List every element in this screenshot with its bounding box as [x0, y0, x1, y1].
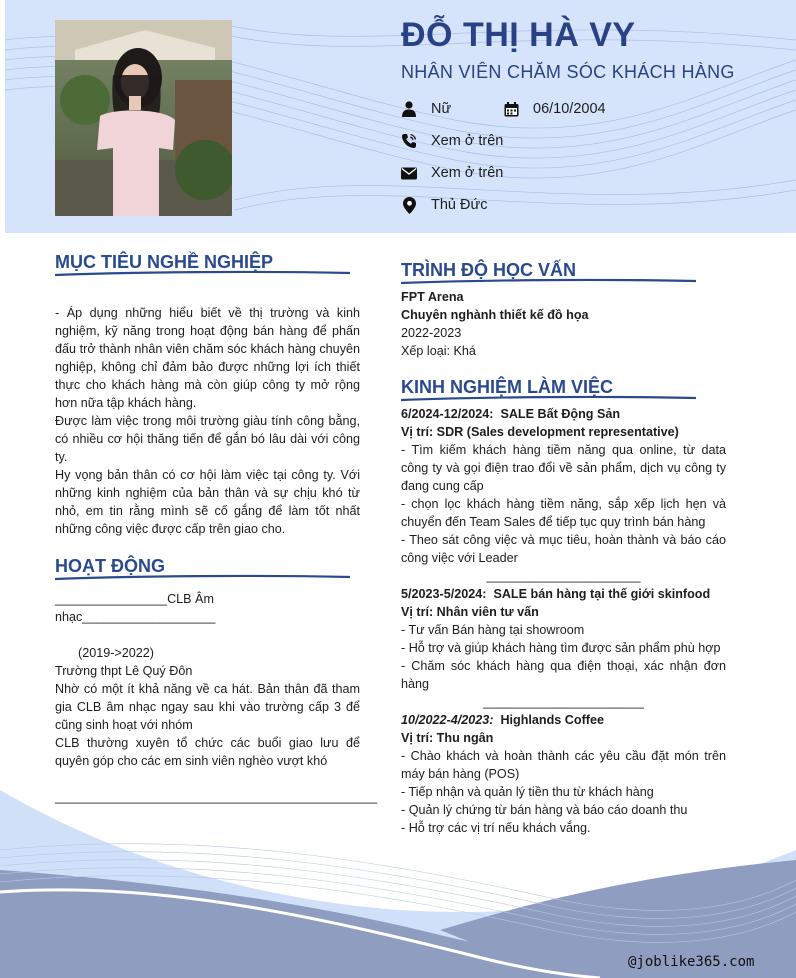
objective-paragraph-3: Hy vọng bản thân có cơ hội làm việc tại công ty. Với những kinh nghiệm của bản thân và sự chịu khó từ nhỏ, em tin rằng mình sẽ cố gắng để làm tốt nhất những công việc được cấp trên giao cho.: [55, 468, 360, 536]
dob-info: [503, 101, 606, 117]
objective-paragraph-1: - Áp dụng những hiểu biết về thị trường và kinh nghiệm, kỹ năng trong hoạt động bán hàng để phấn đấu trở thành nhân viên chăm sóc khách hàng chuyên nghiệp, không chỉ đảm bảo được những lợi ích thiết thực cho khách hàng mà còn giúp công ty mở rộng hơn nữa tập khách hàng.: [55, 306, 360, 410]
experience-text: [401, 405, 726, 837]
job-2-company: SALE bán hàng tại thế giới skinfood: [493, 587, 711, 601]
address-value: Thủ Đức: [431, 197, 488, 213]
activities-paragraph-1: Nhờ có một ít khả năng về ca hát. Bản thân đã tham gia CLB âm nhạc ngay sau khi vào trường cấp 3 để cũng sinh hoạt với nhóm: [55, 682, 360, 732]
experience-underline: [401, 395, 696, 403]
dob-value: 06/10/2004: [533, 101, 606, 117]
job-2-separator: _______________________: [482, 695, 645, 709]
objective-paragraph-2: Được làm việc trong môi trường giàu tính công bằng, có nhiều cơ hội thăng tiến để gắn bó lâu dài với công ty.: [55, 414, 360, 464]
job-1-duty: - Theo sát công việc và mục tiêu, hoàn thành và báo cáo công việc với Leader: [401, 533, 726, 565]
map-pin-icon: [401, 197, 417, 213]
education-years: 2022-2023: [401, 326, 462, 340]
job-2-duty: - Chăm sóc khách hàng qua điện thoại, xác nhận đơn hàng: [401, 659, 726, 691]
objective-text: [55, 304, 360, 538]
education-grade: Xếp loại: Khá: [401, 344, 476, 358]
candidate-name: ĐỖ THỊ HÀ VY: [401, 16, 636, 54]
job-3-period: 10/2022-4/2023:: [401, 713, 494, 727]
objective-title: MỤC TIÊU NGHỀ NGHIỆP: [55, 252, 274, 272]
job-2-duty: - Tư vấn Bán hàng tại showroom: [401, 623, 585, 637]
envelope-icon: [401, 165, 417, 181]
job-1-duty: - Tìm kiếm khách hàng tiềm năng qua online, từ data công ty và gọi điện trao đổi về sản phẩm, dịch vụ công ty đang cung cấp: [401, 443, 726, 493]
job-3-duty: - Hỗ trợ các vị trí nếu khách vắng.: [401, 821, 591, 835]
job-title: NHÂN VIÊN CHĂM SÓC KHÁCH HÀNG: [401, 62, 735, 82]
phone-info: [401, 133, 503, 149]
job-2-heading: [401, 585, 726, 603]
activities-footer-line: ______________________________________________: [55, 790, 378, 804]
gender-info: [401, 101, 451, 117]
activities-period: (2019->2022): [78, 646, 154, 660]
job-2-period: 5/2023-5/2024:: [401, 587, 487, 601]
job-3-role: Vị trí: Thu ngân: [401, 731, 494, 745]
job-3-duty: - Chào khách và hoàn thành các yêu cầu đặt món trên máy bán hàng (POS): [401, 749, 726, 781]
profile-photo: [55, 20, 232, 216]
job-3-duty: - Tiếp nhận và quản lý tiền thu từ khách hàng: [401, 785, 654, 799]
job-1-company: SALE Bất Động Sản: [500, 407, 621, 421]
calendar-icon: [503, 101, 519, 117]
objective-underline: [55, 270, 350, 278]
footer-brand: @joblike365.com: [628, 954, 755, 970]
education-major: Chuyên nghành thiết kế đồ họa: [401, 308, 589, 322]
phone-icon: [401, 133, 417, 149]
job-2-role: Vị trí: Nhân viên tư vấn: [401, 605, 539, 619]
job-1-separator: ______________________: [486, 569, 641, 583]
education-school: FPT Arena: [401, 290, 464, 304]
education-underline: [401, 278, 696, 286]
activities-paragraph-2: CLB thường xuyên tổ chức các buổi giao lưu để quyên góp cho các em sinh viên nghèo vượt khó: [55, 736, 360, 768]
job-1-heading: [401, 405, 726, 423]
education-text: [401, 288, 726, 360]
activities-underline: [55, 574, 350, 582]
job-1-role: Vị trí: SDR (Sales development representative): [401, 425, 679, 439]
education-title: TRÌNH ĐỘ HỌC VẤN: [401, 260, 576, 280]
job-1-duty: - chọn lọc khách hàng tiềm năng, sắp xếp lịch hẹn và chuyển đến Team Sales để tiếp tục quy trình bán hàng: [401, 497, 726, 529]
address-info: [401, 197, 487, 213]
activities-title: HOẠT ĐỘNG: [55, 556, 165, 576]
activities-header-line: ________________CLB Âm nhạc___________________: [55, 592, 216, 624]
job-3-company: Highlands Coffee: [500, 713, 604, 727]
job-1-period: 6/2024-12/2024:: [401, 407, 494, 421]
experience-title: KINH NGHIỆM LÀM VIỆC: [401, 377, 614, 397]
job-2-duty: - Hỗ trợ và giúp khách hàng tìm được sản phẩm phù hợp: [401, 641, 721, 655]
job-3-heading: [401, 711, 726, 729]
job-3-duty: - Quản lý chứng từ bán hàng và báo cáo doanh thu: [401, 803, 688, 817]
activities-school: Trường thpt Lê Quý Đôn: [55, 664, 193, 678]
email-value: Xem ở trên: [431, 165, 504, 181]
phone-value: Xem ở trên: [431, 133, 504, 149]
gender-value: Nữ: [431, 101, 452, 117]
activities-text: [55, 590, 378, 806]
email-info: [401, 165, 503, 181]
person-icon: [401, 101, 417, 117]
